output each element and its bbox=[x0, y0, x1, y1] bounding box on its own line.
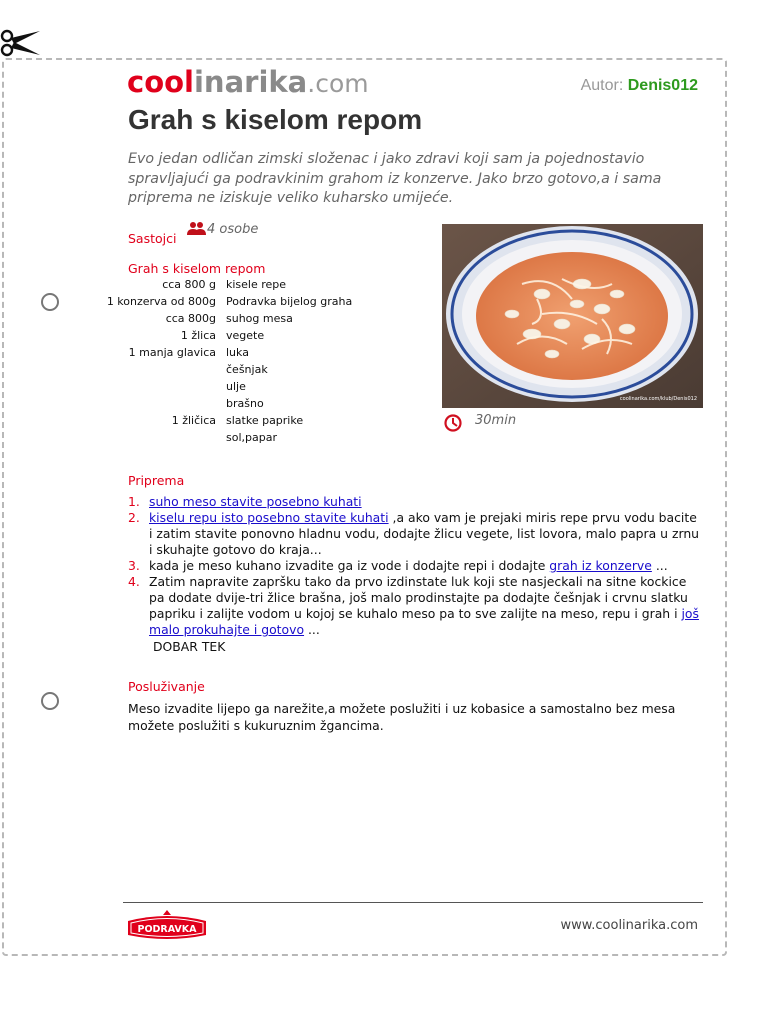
scissors-icon bbox=[0, 26, 42, 60]
step-text: ... bbox=[651, 558, 668, 573]
ingredient-name: ulje bbox=[226, 380, 246, 393]
ingredients-table bbox=[100, 276, 352, 446]
servings-text: 4 osobe bbox=[207, 222, 259, 237]
people-icon bbox=[187, 221, 207, 235]
clock-icon bbox=[443, 413, 463, 433]
author-name[interactable]: Denis012 bbox=[627, 77, 698, 94]
serving-heading: Posluživanje bbox=[128, 679, 205, 694]
ingredient-row bbox=[100, 395, 352, 412]
ingredient-qty bbox=[100, 395, 226, 412]
ingredient-row bbox=[100, 361, 352, 378]
step-number: 3. bbox=[128, 558, 140, 573]
ingredient-qty: cca 800g bbox=[165, 312, 216, 325]
serving-text: Meso izvadite lijepo ga narežite,a možete poslužiti i uz kobasice a samostalno bez mesa možete poslužiti s kukuruznim žgancima. bbox=[128, 701, 676, 733]
ingredient-row bbox=[100, 276, 352, 293]
ingredient-row bbox=[100, 310, 352, 327]
ingredient-name: brašno bbox=[226, 397, 264, 410]
coolinarika-logo[interactable] bbox=[127, 64, 369, 102]
ingredient-name: suhog mesa bbox=[226, 312, 293, 325]
footer-divider bbox=[123, 902, 703, 903]
logo-part-cool: cool bbox=[127, 65, 194, 99]
ingredient-qty: 1 žlica bbox=[180, 329, 216, 342]
step-item bbox=[128, 574, 703, 638]
ingredient-name: luka bbox=[226, 346, 249, 359]
website-url[interactable]: www.coolinarika.com bbox=[560, 918, 698, 933]
ingredients-heading: Sastojci bbox=[128, 231, 177, 246]
photo-watermark: coolinarika.com/klub/Denis012 bbox=[619, 396, 697, 402]
closing-text: DOBAR TEK bbox=[153, 639, 226, 654]
author-label: Autor: bbox=[580, 77, 624, 94]
step-link[interactable]: grah iz konzerve bbox=[549, 558, 652, 573]
servings bbox=[187, 221, 258, 237]
step-number: 2. bbox=[128, 510, 140, 525]
step-number: 1. bbox=[128, 494, 140, 509]
ingredient-qty bbox=[100, 361, 226, 378]
prep-time: 30min bbox=[475, 413, 517, 428]
step-link[interactable]: kiselu repu isto posebno stavite kuhati bbox=[149, 510, 389, 525]
step-item bbox=[128, 510, 703, 558]
step-text: ... bbox=[304, 622, 320, 637]
ingredient-qty bbox=[100, 378, 226, 395]
binder-hole-top bbox=[41, 293, 59, 311]
ingredient-name: Podravka bijelog graha bbox=[226, 295, 353, 308]
recipe-intro: Evo jedan odličan zimski složenac i jako zdravi koji sam ja pojednostavio spravljajući ga podravkinim grahom iz konzerve. Jako brzo gotovo,a i sama priprema ne iziskuje veliko kuharsko umijeće. bbox=[128, 151, 662, 206]
step-item bbox=[128, 558, 703, 574]
step-text: kada je meso kuhano izvadite ga iz vode i dodajte repi i dodajte bbox=[149, 558, 550, 573]
preparation-steps bbox=[128, 494, 703, 638]
ingredient-row bbox=[100, 429, 352, 446]
ingredient-group-title: Grah s kiselom repom bbox=[128, 261, 266, 276]
step-text: Zatim napravite zapršku tako da prvo izdinstate luk koji ste nasjeckali na sitne kockice pa dodate dvije-tri žlice brašna, još malo prodinstajte pa dodajte češnjak i crvnu slatku papriku i zalijte vodom u kojoj se kuhalo meso pa to sve zalijte na meso, repu i grah i bbox=[149, 574, 688, 621]
ingredient-qty: 1 žličica bbox=[171, 414, 216, 427]
step-link[interactable]: još malo prokuhajte i gotovo bbox=[149, 606, 699, 637]
ingredient-qty: cca 800 g bbox=[162, 278, 216, 291]
recipe-title: Grah s kiselom repom bbox=[128, 104, 423, 135]
ingredient-name: slatke paprike bbox=[226, 414, 304, 427]
step-link[interactable]: suho meso stavite posebno kuhati bbox=[149, 494, 362, 509]
step-text: ,a ako vam je prejaki miris repe prvu vodu bacite i zatim stavite ponovno hladnu vodu, dodajte žlicu vegete, list lovora, malo papra u zrnu i skuhajte gotovo do kraja... bbox=[149, 510, 700, 557]
author-info bbox=[581, 77, 698, 95]
ingredient-row bbox=[100, 327, 352, 344]
ingredient-name: sol,papar bbox=[226, 431, 277, 444]
podravka-logo[interactable] bbox=[126, 909, 208, 943]
ingredient-qty bbox=[100, 429, 226, 446]
podravka-logo-text: PODRAVKA bbox=[137, 924, 197, 935]
logo-part-inarika: inarika bbox=[193, 65, 308, 99]
ingredient-name: kisele repe bbox=[226, 278, 287, 291]
step-item bbox=[128, 494, 703, 510]
step-number: 4. bbox=[128, 574, 140, 589]
preparation-heading: Priprema bbox=[128, 473, 185, 488]
ingredient-name: vegete bbox=[226, 329, 265, 342]
recipe-photo[interactable] bbox=[442, 224, 703, 408]
ingredient-row bbox=[100, 412, 352, 429]
ingredient-row bbox=[100, 378, 352, 395]
ingredient-name: češnjak bbox=[226, 363, 268, 376]
ingredient-qty: 1 manja glavica bbox=[128, 346, 216, 359]
ingredient-row bbox=[100, 344, 352, 361]
ingredient-row bbox=[100, 293, 352, 310]
binder-hole-bottom bbox=[41, 692, 59, 710]
logo-part-com: .com bbox=[307, 69, 369, 98]
ingredient-qty: 1 konzerva od 800g bbox=[106, 295, 216, 308]
